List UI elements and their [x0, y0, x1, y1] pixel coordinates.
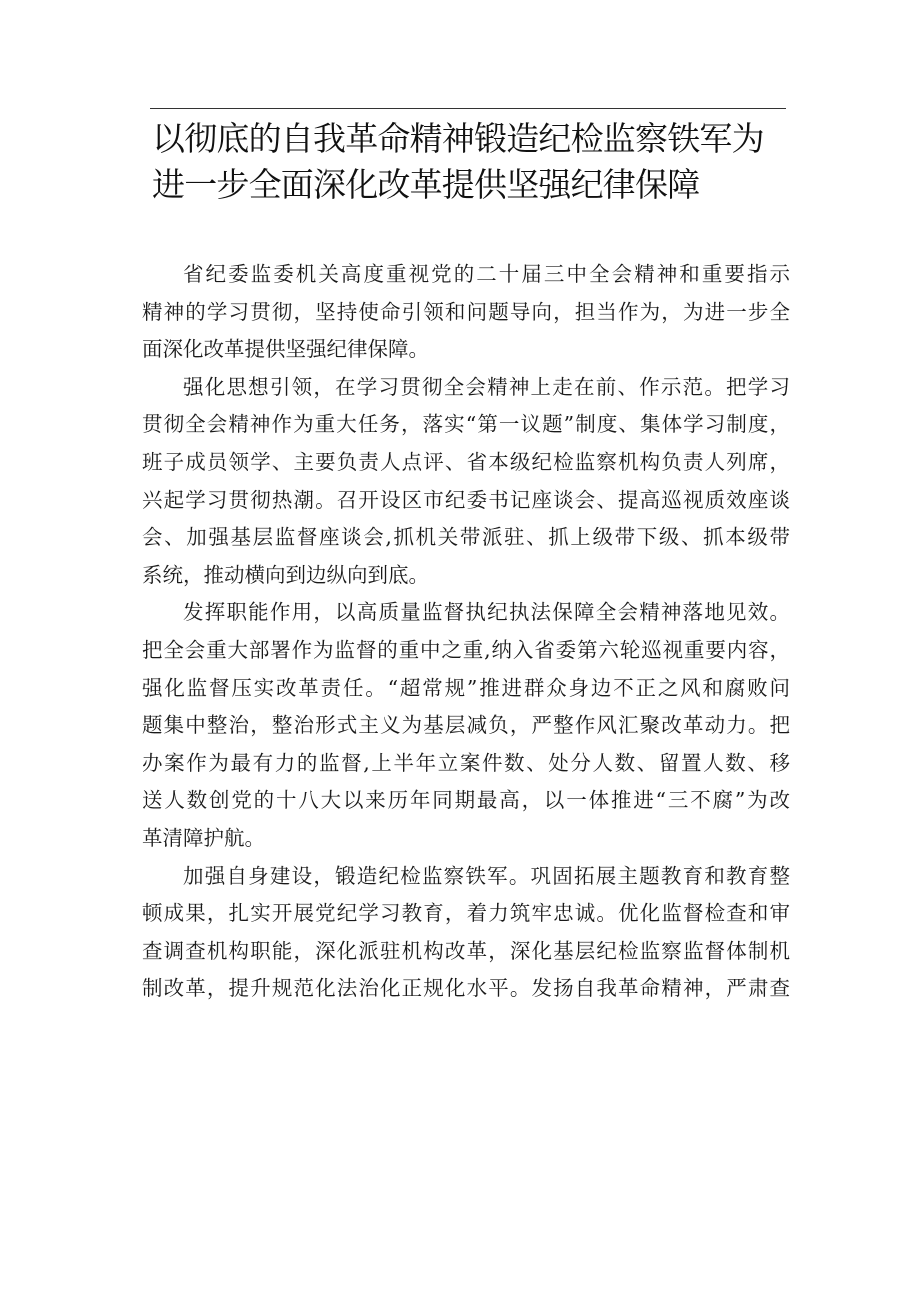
text-line: 查调查机构职能，深化派驻机构改革，深化基层纪检监察监督体制机: [142, 938, 790, 963]
text-line: 送人数创党的十八大以来历年同期最高，以一体推进“三不腐”为改: [142, 788, 790, 813]
text-line: 面深化改革提供坚强纪律保障。: [142, 337, 429, 362]
text-line: 班子成员领学、主要负责人点评、省本级纪检监察机构负责人列席，: [142, 449, 790, 474]
text-line: 省纪委监委机关高度重视党的二十届三中全会精神和重要指示: [183, 262, 790, 286]
paragraph-thought-guidance: [142, 369, 790, 595]
header-rule: [150, 108, 786, 109]
text-line: 强化监督压实改革责任。“超常规”推进群众身边不正之风和腐败问: [142, 675, 790, 700]
text-line: 兴起学习贯彻热潮。召开设区市纪委书记座谈会、提高巡视质效座谈: [142, 487, 790, 512]
text-line: 会、加强基层监督座谈会,抓机关带派驻、抓上级带下级、抓本级带: [142, 525, 790, 550]
text-line: 把全会重大部署作为监督的重中之重,纳入省委第六轮巡视重要内容，: [142, 637, 790, 662]
text-line: 革清障护航。: [142, 825, 265, 850]
text-line: 精神的学习贯彻，坚持使命引领和问题导向，担当作为，为进一步全: [142, 299, 790, 324]
text-line: 加强自身建设，锻造纪检监察铁军。巩固拓展主题教育和教育整: [183, 863, 790, 888]
document-title: [152, 116, 792, 208]
text-line: 办案作为最有力的监督,上半年立案件数、处分人数、留置人数、移: [142, 750, 790, 775]
paragraph-intro: [142, 256, 790, 369]
title-line: 进一步全面深化改革提供坚强纪律保障: [152, 165, 700, 204]
text-line: 贯彻全会精神作为重大任务，落实“第一议题”制度、集体学习制度，: [142, 412, 790, 437]
text-line: 制改革，提升规范化法治化正规化水平。发扬自我革命精神，严肃查: [142, 976, 790, 1001]
text-line: 系统，推动横向到边纵向到底。: [142, 562, 429, 587]
paragraph-self-building: [142, 858, 790, 1008]
title-line: 以彻底的自我革命精神锻造纪检监察铁军为: [152, 119, 764, 158]
text-line: 发挥职能作用，以高质量监督执纪执法保障全会精神落地见效。: [183, 600, 790, 625]
paragraph-function-role: [142, 594, 790, 857]
text-line: 强化思想引领，在学习贯彻全会精神上走在前、作示范。把学习: [183, 374, 790, 399]
text-line: 顿成果，扎实开展党纪学习教育，着力筑牢忠诚。优化监督检查和审: [142, 901, 790, 926]
text-line: 题集中整治，整治形式主义为基层减负，严整作风汇聚改革动力。把: [142, 713, 790, 738]
document-body: [142, 256, 790, 1008]
